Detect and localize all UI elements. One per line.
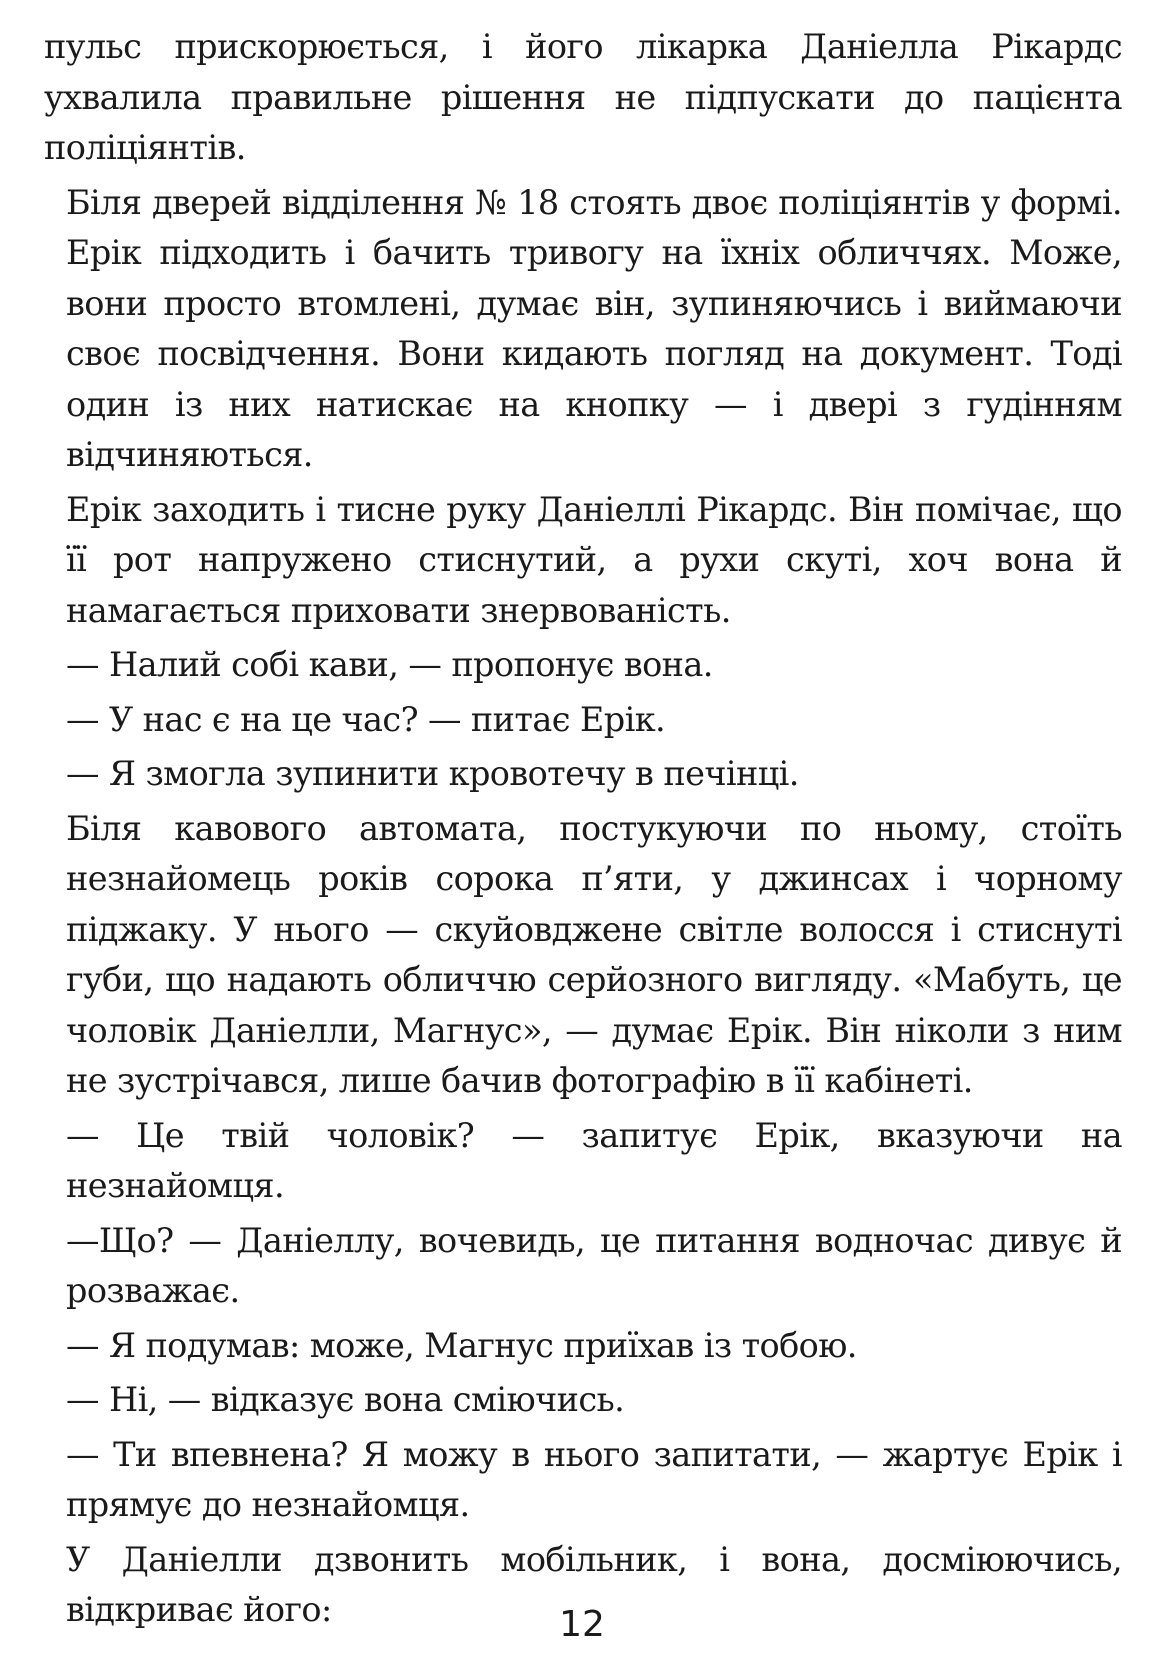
dialogue-line-3: — Я змогла зупинити кровотечу в печінці. [66,754,799,793]
paragraph-1: пульс прискорюється, і його лікарка Даніелла Рікардс ухвалила правильне рішення не підпускати до пацієнта поліціянтів. [44,27,1122,167]
paragraph-5: У Даніелли дзвонить мобільник, і вона, досміюючись, відкриває його: [66,1539,1122,1629]
dialogue-line-4: — Це твій чоловік? — запитує Ерік, вказуючи на незнайомця. [66,1115,1122,1205]
paragraph-3: Ерік заходить і тисне руку Даніеллі Рікардс. Він помічає, що її рот напружено стиснутий, а рухи скуті, хоч вона й намагається приховати знервованість. [66,489,1122,630]
dialogue-line-2: — У нас є на це час? — питає Ерік. [66,699,666,739]
paragraph-2: Біля дверей відділення № 18 стоять двоє поліціянтів у формі. Ерік підходить і бачить тривогу на їхніх обличчях. Може, вони просто втомлені, думає він, зупиняючись і виймаючи своє посвідчення. Вони кидають погляд на документ. Тоді один із них натискає на кнопку — і двері з гудінням відчиняються. [66,182,1122,474]
dialogue-line-5: —Що? — Даніеллу, вочевидь, це питання водночас дивує й розважає. [66,1220,1122,1310]
dialogue-line-1: — Налий собі кави, — пропонує вона. [66,645,713,684]
dialogue-line-7: — Ні, — відказує вона сміючись. [66,1380,625,1419]
paragraph-4: Біля кавового автомата, постукуючи по ньому, стоїть незнайомець років сорока п’яти, у джинсах і чорному піджаку. У нього — скуйовджене світле волосся і стиснуті губи, що надають обличчю серйозного вигляду. «Мабуть, це чоловік Даніелли, Магнус», — думає Ерік. Він ніколи з ним не зустрічався, лише бачив фотографію в її кабінеті. [66,808,1122,1100]
dialogue-line-8: — Ти впевнена? Я можу в нього запитати, — жартує Ерік і прямує до незнайомця. [66,1434,1122,1524]
book-page-text [44,22,1122,1636]
dialogue-line-6: — Я подумав: може, Магнус приїхав із тобою. [66,1325,857,1365]
page-number: 12 [559,1604,605,1645]
